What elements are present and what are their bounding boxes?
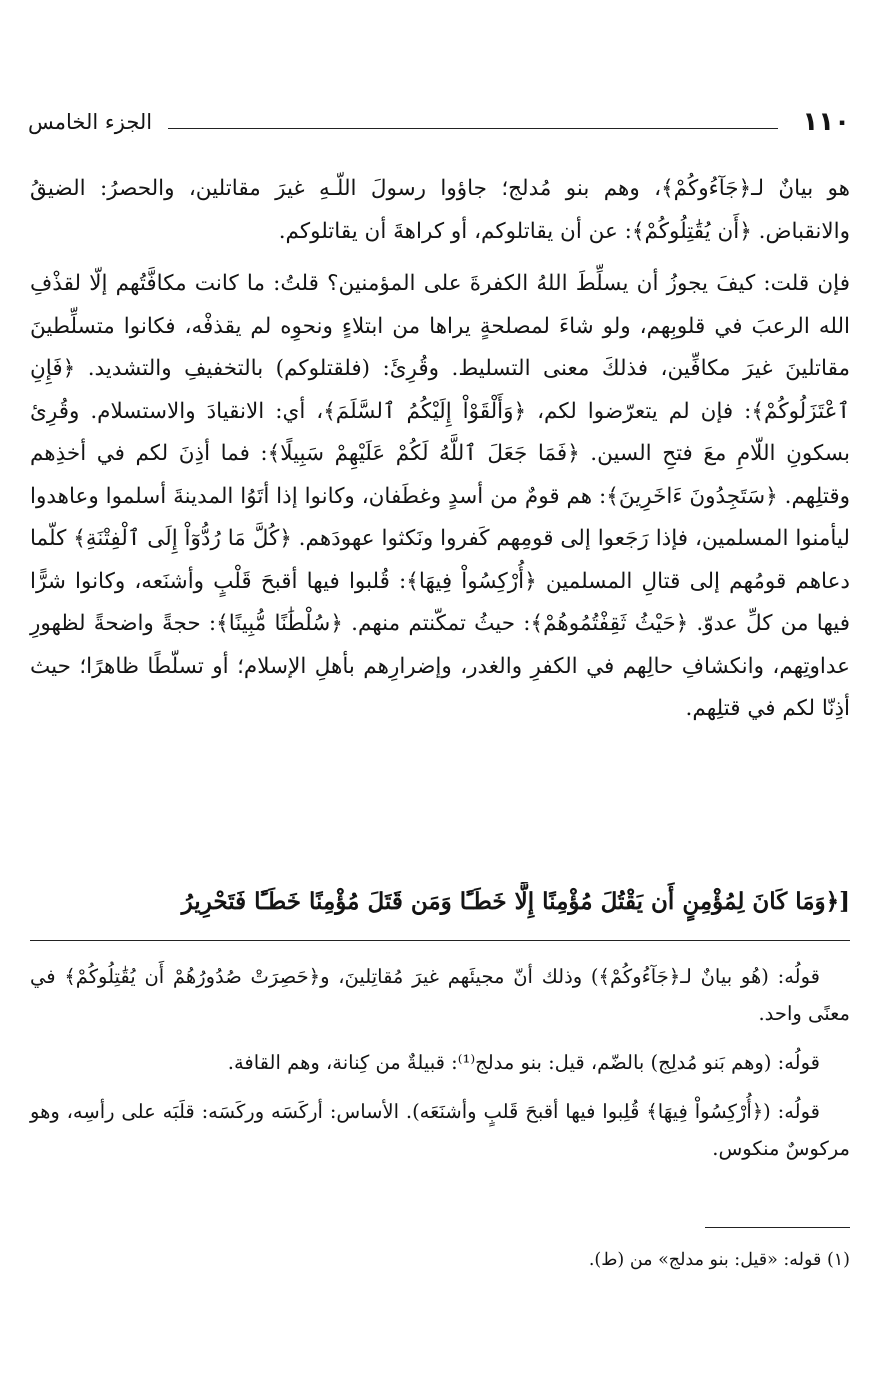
running-head: الجزء الخامس: [28, 110, 153, 134]
footnote-divider: [705, 1227, 850, 1228]
main-paragraph: هو بيانٌ لـ﴿جَآءُوكُمْ﴾، وهم بنو مُدلج؛ جاؤوا رسولَ اللّـهِ غيرَ مقاتلين، والحصرُ: الضيقُ والانقباض. ﴿أَن يُقَٰتِلُوكُمْ﴾: عن أن يقاتلوكم، أو كراهةَ أن يقاتلوكم.: [30, 176, 850, 244]
commentary-section: [30, 958, 850, 1179]
footnote-section: [30, 1245, 850, 1275]
commentary-paragraph: قولُه: (﴿أُرْكِسُواْ فِيهَا﴾ قُلِبوا فيها أقبحَ قَلبٍ وأشنَعَه). الأساس: أركَسَه وركَسَه: قلَبَه على رأسِه، وهو مركوسٌ منكوس.: [30, 1100, 850, 1160]
main-text: [30, 168, 850, 741]
commentary-paragraph: قولُه: (هُو بيانٌ لـ﴿جَآءُوكُمْ﴾) وذلك أنّ مجيئَهم غيرَ مُقاتِلينَ، و﴿حَصِرَتْ صُدُورُهُمْ أَن يُقَٰتِلُوكُمْ﴾ في معنًى واحد.: [30, 965, 850, 1025]
main-paragraph: فإن قلت: كيفَ يجوزُ أن يسلِّطَ اللهُ الكفرةَ على المؤمنين؟ قلتُ: ما كانت مكافَّتُهم إلّا لقذْفِ الله الرعبَ في قلوبِهم، ولو شاءَ لمصلحةٍ يراها من ابتلاءٍ ونحوِه لم يقذفْه، فكانوا متسلِّطينَ مقاتلينَ غيرَ مكافِّين، فذلكَ معنى التسليط. وقُرِئَ: (فلقتلوكم) بالتخفيفِ والتشديد. ﴿فَإِنِ ٱعْتَزَلُوكُمْ﴾: فإن لم يتعرّضوا لكم، ﴿وَأَلْقَوْاْ إِلَيْكُمُ ٱلسَّلَمَ﴾، أي: الانقيادَ والاستسلام. وقُرِئ بسكونِ اللّامِ معَ فتحِ السين. ﴿فَمَا جَعَلَ ٱللَّهُ لَكُمْ عَلَيْهِمْ سَبِيلًا﴾: فما أذِنَ لكم في أخذِهم وقتلِهم. ﴿سَتَجِدُونَ ءَاخَرِينَ﴾: هم قومٌ من أسدٍ وغطَفان، وكانوا إذا أتَوُا المدينةَ أسلموا وعاهدوا ليأمنوا المسلمين، فإذا رَجَعوا إلى قومِهم كَفروا ونَكثوا عهودَهم. ﴿كُلَّ مَا رُدُّوٓاْ إِلَى ٱلْفِتْنَةِ﴾ كلّما دعاهم قومُهم إلى قتالِ المسلمين ﴿أُرْكِسُواْ فِيهَا﴾: قُلبوا فيها أقبحَ قَلْبٍ وأشنَعه، وكانوا شرًّا فيها من كلِّ عدوّ. ﴿حَيْثُ ثَقِفْتُمُوهُمْ﴾: حيثُ تمكّنتم منهم. ﴿سُلْطَٰنًا مُّبِينًا﴾: حجةً واضحةً لظهورِ عداوتِهم، وانكشافِ حالِهم في الكفرِ والغدر، وإضرارِهم بأهلِ الإسلام؛ أو تسلّطًا ظاهرًا؛ حيث أذِنّا لكم في قتلِهم.: [30, 271, 850, 721]
footnote-text: (١) قوله: «قيل: بنو مدلج» من (ط).: [588, 1250, 850, 1270]
page-header: [28, 100, 850, 144]
header-rule: [168, 128, 778, 129]
quran-verse-line: [﴿وَمَا كَانَ لِمُؤْمِنٍ أَن يَقْتُلَ مُؤْمِنًا إِلَّا خَطَـًٔا وَمَن قَتَلَ مُؤْمِنًا خَطَـًٔا فَتَحْرِيرُ: [181, 888, 850, 915]
page-number: ١١٠: [802, 107, 850, 137]
commentary-paragraph: قولُه: (وهم بَنو مُدلِج) بالضّم، قيل: بنو مدلج⁽¹⁾: قبيلةٌ من كِنانة، وهم القافة.: [227, 1051, 820, 1074]
commentary-divider: [30, 940, 850, 941]
